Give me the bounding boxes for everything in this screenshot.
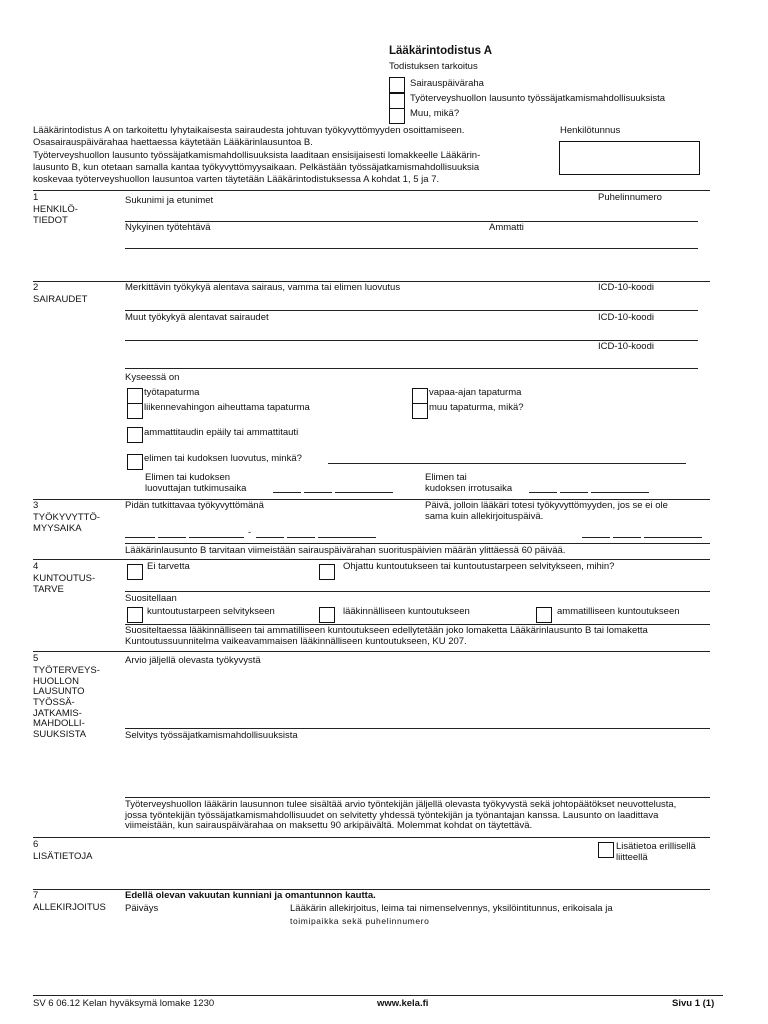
paiva-label: Päivä, jolloin lääkäri totesi työkyvyttömyyden, jos se ei ole sama kuin allekirjoituspäivä. xyxy=(425,500,668,522)
option-sairauspaivaraha-checkbox[interactable] xyxy=(389,77,405,93)
other-diseases-label: Muut työkykyä alentavat sairaudet xyxy=(125,312,269,323)
selvitys-label: kuntoutustarpeen selvitykseen xyxy=(147,606,275,617)
intro-line: Työterveyshuollon lausunto työssäjatkamismahdollisuuksista laaditaan ensisijaisesti lomakkeelle Lääkärin- xyxy=(33,150,481,161)
date-line[interactable] xyxy=(158,537,186,538)
laakinnallinen-label: lääkinnälliseen kuntoutukseen xyxy=(343,606,470,617)
section-title: KUNTOUTUS- TARVE xyxy=(33,573,96,595)
section-number: 1 xyxy=(33,192,39,203)
tutkimusaika-label: Elimen tai kudoksen luovuttajan tutkimusaika xyxy=(145,472,247,494)
henkilotunnus-input[interactable] xyxy=(559,141,700,175)
date-line[interactable] xyxy=(582,537,610,538)
muu-tapaturma-checkbox[interactable] xyxy=(412,403,428,419)
phone-label: Puhelinnumero xyxy=(598,192,662,203)
section-number: 6 xyxy=(33,839,39,850)
main-disease-label: Merkittävin työkykyä alentava sairaus, vamma tai elimen luovutus xyxy=(125,282,401,293)
name-label: Sukunimi ja etunimet xyxy=(125,195,214,206)
section-divider xyxy=(33,559,710,560)
form-title: Lääkärintodistus A xyxy=(389,45,493,57)
vapaa-checkbox[interactable] xyxy=(412,388,428,404)
occupation-label: Ammatti xyxy=(489,222,524,233)
paivays-label: Päiväys xyxy=(125,903,159,914)
section-number: 4 xyxy=(33,561,39,572)
ammatillinen-checkbox[interactable] xyxy=(536,607,552,623)
date-line[interactable] xyxy=(256,537,284,538)
irrotusaika-label: Elimen tai kudoksen irrotusaika xyxy=(425,472,513,494)
option-label: Sairauspäiväraha xyxy=(410,78,484,89)
date-line[interactable] xyxy=(613,537,641,538)
elimen-checkbox[interactable] xyxy=(127,454,143,470)
ammattitauti-checkbox[interactable] xyxy=(127,427,143,443)
tyotapaturma-checkbox[interactable] xyxy=(127,388,143,404)
arvio-input-line[interactable] xyxy=(125,728,710,729)
date-line[interactable] xyxy=(318,537,376,538)
vapaa-label: vapaa-ajan tapaturma xyxy=(429,387,522,398)
date-line[interactable] xyxy=(529,492,557,493)
allekirjoitus-label: Lääkärin allekirjoitus, leima tai nimenselvennys, yksilöintitunnus, erikoisala ja xyxy=(290,903,613,914)
s4-note: Suositeltaessa lääkinnälliseen tai ammatilliseen kuntoutukseen edellytetään joko lomaketta Lääkärinlausunto B tai lomaketta Kuntoutussuunnitelma vaikeavammaisen lääkinnälliseen kuntoutukseen, KU 207. xyxy=(125,625,648,647)
intro-line: Lääkärintodistus A on tarkoitettu lyhytaikaisesta sairaudesta johtuvan työkyvyttömyyden osoittamiseen. xyxy=(33,125,465,136)
ohjattu-label: Ohjattu kuntoutukseen tai kuntoutustarpeen selvitykseen, mihin? xyxy=(343,561,615,572)
section-number: 5 xyxy=(33,653,39,664)
lisatieto-label: Lisätietoa erillisellä liitteellä xyxy=(616,841,696,863)
date-line[interactable] xyxy=(273,492,301,493)
section-title: LISÄTIETOJA xyxy=(33,851,93,862)
selvitys-label: Selvitys työssäjatkamismahdollisuuksista xyxy=(125,730,298,741)
henkilotunnus-label: Henkilötunnus xyxy=(560,125,621,136)
suositellaan-label: Suositellaan xyxy=(125,593,177,604)
ammattitauti-label: ammattitaudin epäily tai ammattitauti xyxy=(144,427,299,438)
date-line[interactable] xyxy=(189,537,244,538)
option-tyoterveys-checkbox[interactable] xyxy=(389,93,405,109)
tyotapaturma-label: työtapaturma xyxy=(144,387,200,398)
section-divider xyxy=(33,837,710,838)
icd-label: ICD-10-koodi xyxy=(598,341,654,352)
row-divider xyxy=(125,591,710,592)
section-number: 3 xyxy=(33,500,39,511)
footer-page: Sivu 1 (1) xyxy=(672,998,715,1009)
job-input-line[interactable] xyxy=(125,248,698,249)
s5-note: Työterveyshuollon lääkärin lausunnon tulee sisältää arvio työntekijän jäljellä olevasta työkyvystä sekä johtopäätökset neuvottelusta, jossa työntekijän työssäjatkamismahdollisuudet on selvitetty yhdessä työntekijän ja työnantajan kanssa. Lausunto on laadittava viimeistään, kun sairauspäivärahaa on maksettu 90 arkipäivältä. Molemmat kohdat on täytettävä. xyxy=(125,799,677,832)
other-diseases-input-line[interactable] xyxy=(125,368,698,369)
liikenne-checkbox[interactable] xyxy=(127,403,143,419)
intro-line: lausunto B, kun otetaan samalla kantaa työkyvyttömyysaikaan. Pelkästään työssäjatkamismahdollisuuksia xyxy=(33,162,480,173)
section-title: TYÖKYVYTTÖ- MYYSAIKA xyxy=(33,512,101,534)
pidan-label: Pidän tutkittavaa työkyvyttömänä xyxy=(125,500,264,511)
section-title: ALLEKIRJOITUS xyxy=(33,902,106,913)
section-title: SAIRAUDET xyxy=(33,294,88,305)
selvitys-checkbox[interactable] xyxy=(127,607,143,623)
option-label: Muu, mikä? xyxy=(410,108,460,119)
purpose-label: Todistuksen tarkoitus xyxy=(389,61,478,72)
selvitys-input-line[interactable] xyxy=(125,797,710,798)
date-line[interactable] xyxy=(591,492,649,493)
row-divider xyxy=(125,543,710,544)
icd-label: ICD-10-koodi xyxy=(598,282,654,293)
footer-divider xyxy=(33,995,723,996)
date-line[interactable] xyxy=(335,492,393,493)
muu-tapaturma-label: muu tapaturma, mikä? xyxy=(429,402,524,413)
liikenne-label: liikennevahingon aiheuttama tapaturma xyxy=(144,402,310,413)
section-title: HENKILÖ- TIEDOT xyxy=(33,204,78,226)
option-label: Työterveyshuollon lausunto työssäjatkamismahdollisuuksista xyxy=(410,93,666,104)
section-divider xyxy=(33,651,710,652)
ei-tarvetta-checkbox[interactable] xyxy=(127,564,143,580)
ohjattu-checkbox[interactable] xyxy=(319,564,335,580)
icd-label: ICD-10-koodi xyxy=(598,312,654,323)
elimen-label: elimen tai kudoksen luovutus, minkä? xyxy=(144,453,302,464)
date-line[interactable] xyxy=(644,537,702,538)
laakinnallinen-checkbox[interactable] xyxy=(319,607,335,623)
ei-tarvetta-label: Ei tarvetta xyxy=(147,561,190,572)
section-divider xyxy=(33,190,710,191)
footer-form-id: SV 6 06.12 Kelan hyväksymä lomake 1230 xyxy=(33,998,215,1009)
date-line[interactable] xyxy=(125,537,155,538)
footer-website[interactable]: www.kela.fi xyxy=(377,998,429,1009)
main-disease-input-line[interactable] xyxy=(125,310,698,311)
job-label: Nykyinen työtehtävä xyxy=(125,222,211,233)
section-number: 2 xyxy=(33,282,39,293)
section-title: TYÖTERVEYS- HUOLLON LAUSUNTO TYÖSSÄ- JATKAMIS- MAHDOLLI- SUUKSISTA xyxy=(33,665,100,740)
arvio-label: Arvio jäljellä olevasta työkyvystä xyxy=(125,655,261,666)
date-line[interactable] xyxy=(560,492,588,493)
option-muu-checkbox[interactable] xyxy=(389,108,405,124)
toimipaikka-label: toimipaikka sekä puhelinnumero xyxy=(290,916,430,926)
elimen-input-line[interactable] xyxy=(328,463,686,464)
lisatieto-checkbox[interactable] xyxy=(598,842,614,858)
ammatillinen-label: ammatilliseen kuntoutukseen xyxy=(557,606,680,617)
section-number: 7 xyxy=(33,890,39,901)
date-line[interactable] xyxy=(304,492,332,493)
vakuutan-text: Edellä olevan vakuutan kunniani ja omantunnon kautta. xyxy=(125,890,376,901)
date-line[interactable] xyxy=(287,537,315,538)
intro-line: koskevaa työterveyshuollon lausuntoa varten täytetään Lääkärintodistuksessa A kohdat 1, 5 ja 7. xyxy=(33,174,440,185)
intro-line: Osasairauspäivärahaa haettaessa käytetään Lääkärinlausuntoa B. xyxy=(33,137,313,148)
s3-note: Lääkärinlausunto B tarvitaan viimeistään sairauspäivärahan suorituspäivien määrän ylittäessä 60 päivää. xyxy=(125,545,566,556)
kyseessa-label: Kyseessä on xyxy=(125,372,180,383)
